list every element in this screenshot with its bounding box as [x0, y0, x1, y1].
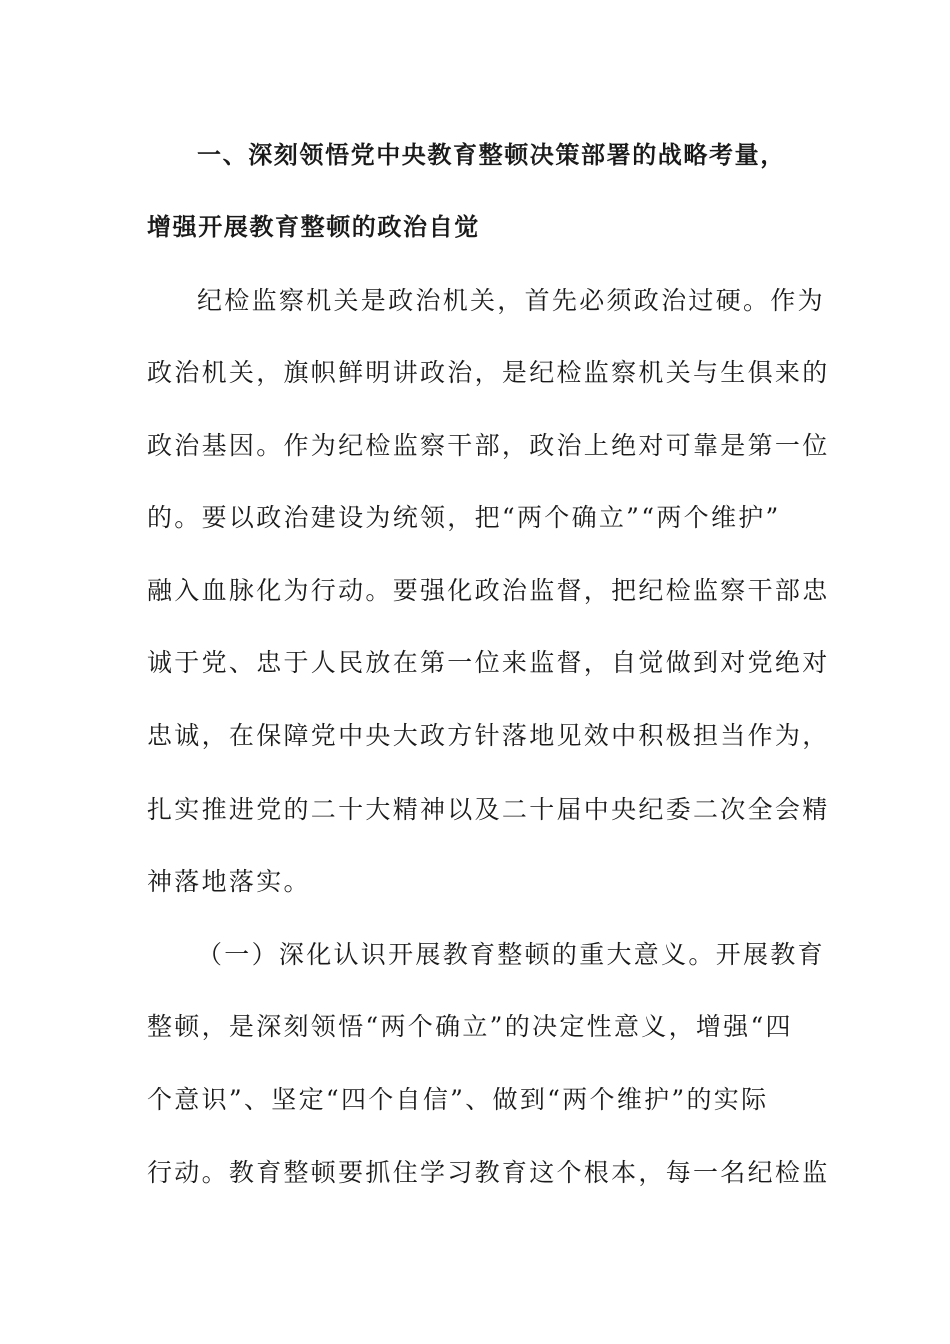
paragraph-1-line-3: 政治基因。作为纪检监察干部，政治上绝对可靠是第一位	[147, 431, 830, 460]
paragraph-1-line-1: 纪检监察机关是政治机关，首先必须政治过硬。作为	[197, 286, 825, 315]
section-heading-line-1: 一、深刻领悟党中央教育整顿决策部署的战略考量，	[197, 141, 786, 169]
paragraph-1-line-4: 的。要以政治建设为统领，把“两个确立”“两个维护”	[147, 503, 781, 532]
paragraph-1-line-6: 诚于党、忠于人民放在第一位来监督，自觉做到对党绝对	[147, 648, 830, 677]
paragraph-1-line-7: 忠诚，在保障党中央大政方针落地见效中积极担当作为，	[147, 721, 830, 750]
paragraph-1-line-9: 神落地落实。	[147, 867, 311, 896]
paragraph-2-line-2: 整顿，是深刻领悟“两个确立”的决定性意义，增强“四	[147, 1012, 793, 1041]
paragraph-1-line-8: 扎实推进党的二十大精神以及二十届中央纪委二次全会精	[147, 795, 830, 824]
paragraph-2-line-3: 个意识”、坚定“四个自信”、做到“两个维护”的实际	[147, 1085, 769, 1114]
paragraph-1-line-5: 融入血脉化为行动。要强化政治监督，把纪检监察干部忠	[147, 576, 830, 605]
section-heading-line-2: 增强开展教育整顿的政治自觉	[147, 213, 480, 241]
paragraph-1-line-2: 政治机关，旗帜鲜明讲政治，是纪检监察机关与生俱来的	[147, 358, 830, 387]
paragraph-2-line-4: 行动。教育整顿要抓住学习教育这个根本，每一名纪检监	[147, 1158, 830, 1187]
paragraph-2-line-1: （一）深化认识开展教育整顿的重大意义。开展教育	[197, 940, 825, 969]
